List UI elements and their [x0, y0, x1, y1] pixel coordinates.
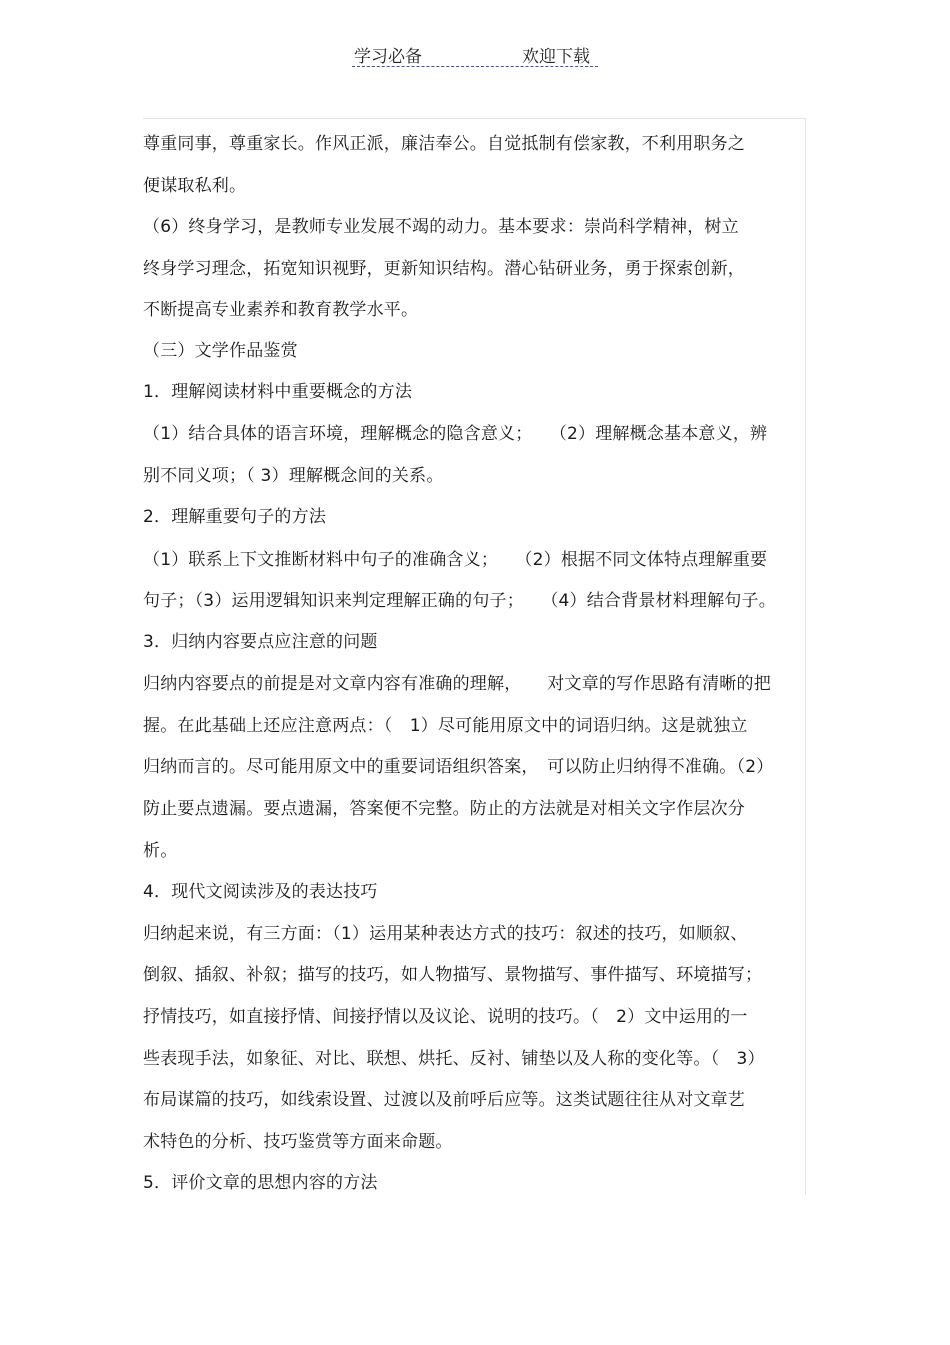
text-line: 防止要点遗漏。要点遗漏，答案便不完整。防止的方法就是对相关文字作层次分 — [143, 799, 745, 819]
page-header — [352, 40, 598, 67]
text-line: 术特色的分析、技巧鉴赏等方面来命题。 — [143, 1132, 453, 1152]
header-left-text: 学习必备 — [354, 47, 422, 67]
header-right-text: 欢迎下载 — [522, 47, 590, 67]
text-line: 别不同义项；（ 3）理解概念间的关系。 — [143, 466, 444, 486]
numbered-heading: 5．评价文章的思想内容的方法 — [143, 1173, 378, 1193]
text-line: 归纳内容要点的前提是对文章内容有准确的理解， 对文章的写作思路有清晰的把 — [143, 674, 771, 694]
numbered-heading: 1．理解阅读材料中重要概念的方法 — [143, 382, 413, 402]
text-line: （1）联系上下文推断材料中句子的准确含义； （2）根据不同文体特点理解重要 — [143, 550, 768, 570]
text-line: 析。 — [143, 841, 178, 861]
numbered-heading: 3．归纳内容要点应注意的问题 — [143, 632, 378, 652]
numbered-heading: 4．现代文阅读涉及的表达技巧 — [143, 882, 378, 902]
section-heading: （三）文学作品鉴赏 — [143, 341, 298, 361]
text-line: 归纳起来说，有三方面：（1）运用某种表达方式的技巧：叙述的技巧，如顺叙、 — [143, 924, 748, 944]
text-line: 布局谋篇的技巧，如线索设置、过渡以及前呼后应等。这类试题往往从对文章艺 — [143, 1090, 745, 1110]
text-line: 句子；（3）运用逻辑知识来判定理解正确的句子； （4）结合背景材料理解句子。 — [143, 591, 776, 611]
text-line: （1）结合具体的语言环境，理解概念的隐含意义； （2）理解概念基本意义，辨 — [143, 424, 768, 444]
text-line: 倒叙、插叙、补叙；描写的技巧，如人物描写、景物描写、事件描写、环境描写； — [143, 965, 763, 985]
text-line: 抒情技巧，如直接抒情、间接抒情以及议论、说明的技巧。（ 2）文中运用的一 — [143, 1007, 748, 1027]
text-line: 握。在此基础上还应注意两点：（ 1）尽可能用原文中的词语归纳。这是就独立 — [143, 716, 748, 736]
text-line: （6）终身学习，是教师专业发展不竭的动力。基本要求：崇尚科学精神，树立 — [143, 217, 739, 237]
text-line: 终身学习理念，拓宽知识视野，更新知识结构。潜心钻研业务，勇于探索创新， — [143, 259, 745, 279]
numbered-heading: 2．理解重要句子的方法 — [143, 507, 327, 527]
text-line: 不断提高专业素养和教育教学水平。 — [143, 300, 419, 320]
text-line: 尊重同事，尊重家长。作风正派，廉洁奉公。自觉抵制有偿家教，不利用职务之 — [143, 134, 745, 154]
text-line: 些表现手法，如象征、对比、联想、烘托、反衬、铺垫以及人称的变化等。（ 3） — [143, 1049, 765, 1069]
text-line: 归纳而言的。尽可能用原文中的重要词语组织答案， 可以防止归纳得不准确。（2） — [143, 757, 774, 777]
text-line: 便谋取私利。 — [143, 176, 247, 196]
